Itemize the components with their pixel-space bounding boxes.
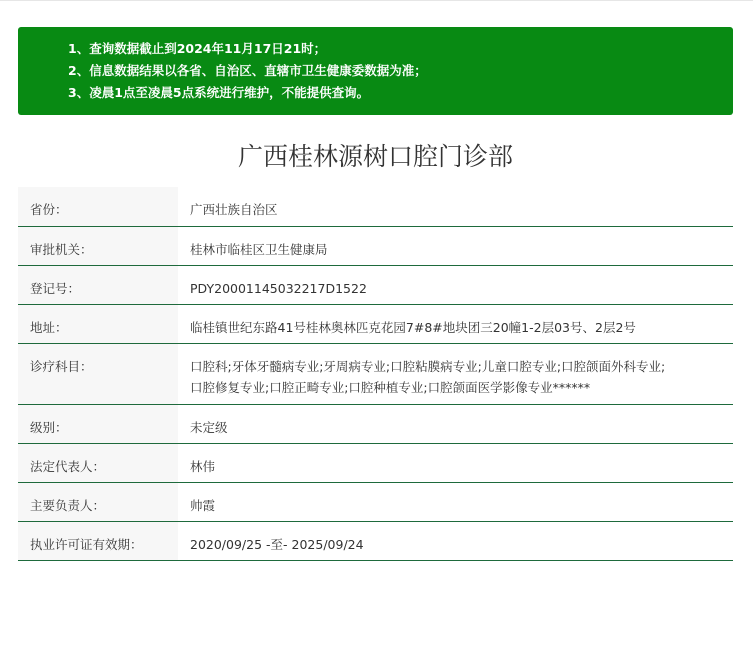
table-row-principal	[18, 482, 733, 521]
row-value	[178, 343, 733, 404]
row-value: PDY20001145032217D1522	[178, 265, 733, 304]
table-row-province	[18, 187, 733, 226]
table-row-registration-number	[18, 265, 733, 304]
row-value: 帅霞	[178, 482, 733, 521]
row-label: 地址：	[18, 304, 178, 343]
notice-line-1: 1、查询数据截止到2024年11月17日21时；	[68, 41, 327, 56]
row-value: 未定级	[178, 404, 733, 443]
departments-line-1: 口腔科;牙体牙髓病专业;牙周病专业;口腔粘膜病专业;儿童口腔专业;口腔颌面外科专业;	[190, 358, 666, 374]
row-value: 2020/09/25 -至- 2025/09/24	[178, 521, 733, 560]
page-title: 广西桂林源树口腔门诊部	[237, 142, 513, 171]
row-label: 执业许可证有效期：	[18, 521, 178, 560]
row-label: 法定代表人：	[18, 443, 178, 482]
row-label: 审批机关：	[18, 226, 178, 265]
row-value: 广西壮族自治区	[178, 187, 733, 226]
row-label: 诊疗科目：	[18, 343, 178, 404]
row-label: 省份：	[18, 187, 178, 226]
info-table	[18, 187, 733, 561]
departments-line-2: 口腔修复专业;口腔正畸专业;口腔种植专业;口腔颌面医学影像专业******	[190, 379, 591, 395]
row-value: 临桂镇世纪东路41号桂林奥林匹克花园7#8#地块团三20幢1-2层03号、2层2号	[178, 304, 733, 343]
table-row-approval-authority	[18, 226, 733, 265]
notice-line-3: 3、凌晨1点至凌晨5点系统进行维护，不能提供查询。	[68, 85, 370, 100]
row-value: 林伟	[178, 443, 733, 482]
row-label: 登记号：	[18, 265, 178, 304]
row-label: 主要负责人：	[18, 482, 178, 521]
table-row-level	[18, 404, 733, 443]
table-row-license-validity	[18, 521, 733, 560]
table-row-legal-representative	[18, 443, 733, 482]
row-label: 级别：	[18, 404, 178, 443]
notice-line-2: 2、信息数据结果以各省、自治区、直辖市卫生健康委数据为准；	[68, 63, 427, 78]
row-value: 桂林市临桂区卫生健康局	[178, 226, 733, 265]
table-row-departments	[18, 343, 733, 404]
notice-banner	[18, 27, 733, 115]
table-row-address	[18, 304, 733, 343]
